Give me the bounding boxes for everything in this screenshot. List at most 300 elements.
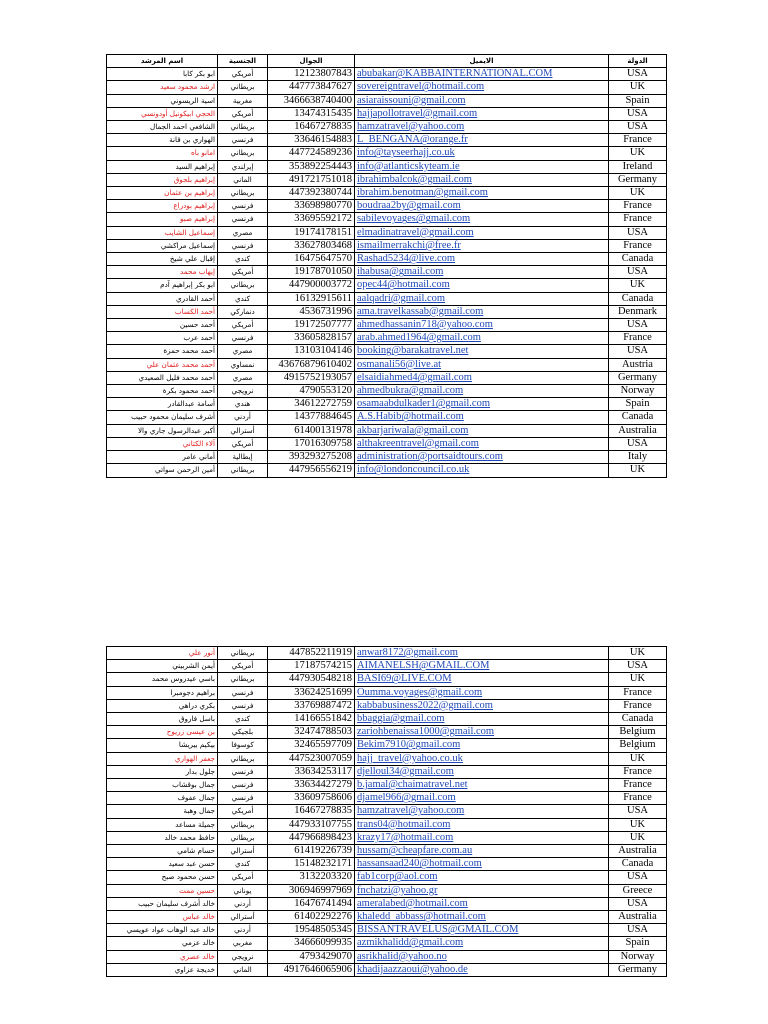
- nationality-cell: مغربية: [218, 94, 268, 107]
- name-cell: ارشد محمود سعيد: [107, 81, 218, 94]
- table-row: [107, 897, 667, 910]
- nationality-cell: فرنسي: [218, 686, 268, 699]
- nationality-cell: بريطاني: [218, 752, 268, 765]
- country-cell: France: [609, 765, 667, 778]
- mobile-cell: 14377884645: [268, 411, 355, 424]
- email-link[interactable]: asiaraissouni@gmail.com: [355, 94, 609, 107]
- nationality-cell: كندي: [218, 253, 268, 266]
- name-cell: أحمد القادري: [107, 292, 218, 305]
- email-link[interactable]: Bekim7910@gmail.com: [355, 739, 609, 752]
- table-row: [107, 94, 667, 107]
- email-link[interactable]: zariohbenaissa1000@gmail.com: [355, 726, 609, 739]
- country-cell: USA: [609, 660, 667, 673]
- email-link[interactable]: ibrahimbalcok@gmail.com: [355, 173, 609, 186]
- nationality-cell: أردني: [218, 897, 268, 910]
- nationality-cell: كندي: [218, 858, 268, 871]
- email-link[interactable]: fnchatzi@yahoo.gr: [355, 884, 609, 897]
- email-link[interactable]: anwar8172@gmail.com: [355, 647, 609, 660]
- email-link[interactable]: djelloul34@gmail.com: [355, 765, 609, 778]
- mobile-cell: 353892254443: [268, 160, 355, 173]
- name-cell: إسماعيل مراكشي: [107, 239, 218, 252]
- name-cell: إبراهيم بن عثمان: [107, 187, 218, 200]
- nationality-cell: نمساوي: [218, 358, 268, 371]
- mobile-cell: 19174178151: [268, 226, 355, 239]
- table-row: [107, 173, 667, 186]
- table-row: [107, 464, 667, 477]
- email-link[interactable]: azmikhalidd@gmail.com: [355, 937, 609, 950]
- name-cell: خديجة عزاوي: [107, 963, 218, 976]
- email-link[interactable]: krazy17@hotmail.com: [355, 831, 609, 844]
- nationality-cell: بلجيكي: [218, 726, 268, 739]
- nationality-cell: أمريكي: [218, 68, 268, 81]
- nationality-cell: أردني: [218, 924, 268, 937]
- name-cell: آلاء الكتاني: [107, 437, 218, 450]
- mobile-cell: 447852211919: [268, 647, 355, 660]
- mobile-cell: 16467278835: [268, 121, 355, 134]
- mobile-cell: 17016309758: [268, 437, 355, 450]
- name-cell: حسين ممت: [107, 884, 218, 897]
- table-row: [107, 147, 667, 160]
- nationality-cell: الماني: [218, 173, 268, 186]
- email-link[interactable]: BISSANTRAVELUS@GMAIL.COM: [355, 924, 609, 937]
- country-cell: UK: [609, 818, 667, 831]
- country-cell: UK: [609, 187, 667, 200]
- table-row: [107, 699, 667, 712]
- table-2-body: [107, 647, 667, 977]
- table-row: [107, 226, 667, 239]
- country-cell: USA: [609, 121, 667, 134]
- email-link[interactable]: asrikhalid@yahoo.no: [355, 950, 609, 963]
- country-cell: France: [609, 200, 667, 213]
- table-row: [107, 911, 667, 924]
- email-link[interactable]: info@atlanticskyteam.ie: [355, 160, 609, 173]
- country-cell: UK: [609, 279, 667, 292]
- country-cell: Canada: [609, 253, 667, 266]
- table-row: [107, 739, 667, 752]
- table-row: [107, 924, 667, 937]
- email-link[interactable]: osamaabdulkader1@gmail.com: [355, 398, 609, 411]
- table-row: [107, 779, 667, 792]
- mobile-cell: 4793429070: [268, 950, 355, 963]
- email-link[interactable]: sovereigntravel@hotmail.com: [355, 81, 609, 94]
- nationality-cell: بريطاني: [218, 673, 268, 686]
- mobile-cell: 61419226739: [268, 845, 355, 858]
- email-link[interactable]: djamel966@gmail.com: [355, 792, 609, 805]
- name-cell: أنور علي: [107, 647, 218, 660]
- table-row: [107, 884, 667, 897]
- email-link[interactable]: khaledd_abbass@hotmail.com: [355, 911, 609, 924]
- email-link[interactable]: info@tayseerhajj.co.uk: [355, 147, 609, 160]
- table-row: [107, 398, 667, 411]
- email-link[interactable]: hajjapollotravel@gmail.com: [355, 107, 609, 120]
- country-cell: Ireland: [609, 160, 667, 173]
- mobile-cell: 33698980770: [268, 200, 355, 213]
- name-cell: إبراهيم بودراع: [107, 200, 218, 213]
- mobile-cell: 33624251699: [268, 686, 355, 699]
- name-cell: امانو باه: [107, 147, 218, 160]
- table-row: [107, 686, 667, 699]
- mobile-cell: 61402292276: [268, 911, 355, 924]
- table-row: [107, 673, 667, 686]
- country-cell: Greece: [609, 884, 667, 897]
- table-row: [107, 134, 667, 147]
- name-cell: اسية الريسوني: [107, 94, 218, 107]
- name-cell: حسن عبد سعيد: [107, 858, 218, 871]
- mobile-cell: 16467278835: [268, 805, 355, 818]
- nationality-cell: أسترالي: [218, 424, 268, 437]
- table-row: [107, 253, 667, 266]
- name-cell: حسام شامي: [107, 845, 218, 858]
- name-cell: جمال بوقشاب: [107, 779, 218, 792]
- name-cell: بيكيم بيريشا: [107, 739, 218, 752]
- name-cell: جمال وهبة: [107, 805, 218, 818]
- table-row: [107, 305, 667, 318]
- mobile-cell: 393293275208: [268, 451, 355, 464]
- nationality-cell: فرنسي: [218, 239, 268, 252]
- email-link[interactable]: fab1corp@aol.com: [355, 871, 609, 884]
- country-cell: Norway: [609, 385, 667, 398]
- name-cell: براهيم دجومبرا: [107, 686, 218, 699]
- email-link[interactable]: hassansaad240@hotmail.com: [355, 858, 609, 871]
- country-cell: USA: [609, 437, 667, 450]
- table-row: [107, 68, 667, 81]
- table-row: [107, 358, 667, 371]
- country-cell: UK: [609, 147, 667, 160]
- email-link[interactable]: hamzatravel@yahoo.com: [355, 805, 609, 818]
- name-cell: باسل فاروق: [107, 713, 218, 726]
- mobile-cell: 447724589236: [268, 147, 355, 160]
- table-row: [107, 345, 667, 358]
- mobile-cell: 16476741494: [268, 897, 355, 910]
- table-row: [107, 963, 667, 976]
- name-cell: أحمد محمد عثمان علي: [107, 358, 218, 371]
- country-cell: France: [609, 134, 667, 147]
- table-row: [107, 292, 667, 305]
- nationality-cell: مصري: [218, 226, 268, 239]
- email-link[interactable]: trans04@hotmail.com: [355, 818, 609, 831]
- country-cell: USA: [609, 226, 667, 239]
- mobile-cell: 13103104146: [268, 345, 355, 358]
- email-link[interactable]: booking@barakatravel.net: [355, 345, 609, 358]
- table-row: [107, 765, 667, 778]
- email-link[interactable]: ahmedbukra@gmail.com: [355, 385, 609, 398]
- nationality-cell: بريطاني: [218, 647, 268, 660]
- name-cell: جميلة مساعد: [107, 818, 218, 831]
- name-cell: باسي عيدروس محمد: [107, 673, 218, 686]
- country-cell: UK: [609, 647, 667, 660]
- name-cell: الهواري بن قانة: [107, 134, 218, 147]
- nationality-cell: بريطاني: [218, 279, 268, 292]
- table-row: [107, 950, 667, 963]
- mobile-cell: 3466638740400: [268, 94, 355, 107]
- country-cell: USA: [609, 345, 667, 358]
- country-cell: Australia: [609, 424, 667, 437]
- country-cell: Germany: [609, 963, 667, 976]
- email-link[interactable]: sabilevoyages@gmail.com: [355, 213, 609, 226]
- country-cell: Spain: [609, 94, 667, 107]
- country-cell: Australia: [609, 911, 667, 924]
- email-link[interactable]: ama.travelkassab@gmail.com: [355, 305, 609, 318]
- country-cell: UK: [609, 673, 667, 686]
- name-cell: أمين الرحمن سواتي: [107, 464, 218, 477]
- country-cell: USA: [609, 107, 667, 120]
- country-cell: USA: [609, 871, 667, 884]
- name-cell: إقبال علي شيخ: [107, 253, 218, 266]
- email-link[interactable]: elmadinatravel@gmail.com: [355, 226, 609, 239]
- guides-table-2: [106, 646, 667, 977]
- email-link[interactable]: osmanali56@live.at: [355, 358, 609, 371]
- mobile-cell: 447900003772: [268, 279, 355, 292]
- mobile-cell: 447523007059: [268, 752, 355, 765]
- name-cell: إبراهيم بلجوق: [107, 173, 218, 186]
- mobile-cell: 15148232171: [268, 858, 355, 871]
- country-cell: France: [609, 779, 667, 792]
- table-row: [107, 792, 667, 805]
- name-cell: أحمد محمود بكرة: [107, 385, 218, 398]
- name-cell: أيمن الشربيني: [107, 660, 218, 673]
- email-link[interactable]: kabbabusiness2022@gmail.com: [355, 699, 609, 712]
- header-email: الايميل: [355, 55, 609, 68]
- nationality-cell: أمريكي: [218, 107, 268, 120]
- nationality-cell: أمريكي: [218, 437, 268, 450]
- country-cell: France: [609, 239, 667, 252]
- nationality-cell: أمريكي: [218, 871, 268, 884]
- email-link[interactable]: A.S.Habib@hotmail.com: [355, 411, 609, 424]
- country-cell: Spain: [609, 937, 667, 950]
- email-link[interactable]: hamzatravel@yahoo.com: [355, 121, 609, 134]
- table-row: [107, 107, 667, 120]
- email-link[interactable]: b.jamal@chaimatravel.net: [355, 779, 609, 792]
- table-row: [107, 818, 667, 831]
- name-cell: أماني عامر: [107, 451, 218, 464]
- nationality-cell: فرنسي: [218, 699, 268, 712]
- name-cell: جلول بدار: [107, 765, 218, 778]
- country-cell: USA: [609, 924, 667, 937]
- nationality-cell: مصري: [218, 345, 268, 358]
- email-link[interactable]: ismailmerrakchi@free.fr: [355, 239, 609, 252]
- name-cell: إسماعيل الشايب: [107, 226, 218, 239]
- country-cell: Belgium: [609, 739, 667, 752]
- email-link[interactable]: ibrahim.benotman@gmail.com: [355, 187, 609, 200]
- table-header-row: [107, 55, 667, 68]
- mobile-cell: 491721751018: [268, 173, 355, 186]
- table-row: [107, 385, 667, 398]
- mobile-cell: 13474315435: [268, 107, 355, 120]
- nationality-cell: أمريكي: [218, 805, 268, 818]
- name-cell: خالد عباس: [107, 911, 218, 924]
- mobile-cell: 19548505345: [268, 924, 355, 937]
- email-link[interactable]: hussam@cheapfare.com.au: [355, 845, 609, 858]
- nationality-cell: هندي: [218, 398, 268, 411]
- mobile-cell: 14166551842: [268, 713, 355, 726]
- mobile-cell: 32465597709: [268, 739, 355, 752]
- name-cell: الحجي ابيكونيل أودونسي: [107, 107, 218, 120]
- name-cell: إيهاب محمد: [107, 266, 218, 279]
- table-row: [107, 200, 667, 213]
- nationality-cell: بريطاني: [218, 147, 268, 160]
- nationality-cell: أمريكي: [218, 266, 268, 279]
- email-link[interactable]: info@londoncouncil.co.uk: [355, 464, 609, 477]
- country-cell: Norway: [609, 950, 667, 963]
- header-mobile: الجوال: [268, 55, 355, 68]
- email-link[interactable]: boudraa2by@gmail.com: [355, 200, 609, 213]
- nationality-cell: فرنسي: [218, 792, 268, 805]
- mobile-cell: 447956556219: [268, 464, 355, 477]
- email-link[interactable]: althakreentravel@gmail.com: [355, 437, 609, 450]
- mobile-cell: 447392380744: [268, 187, 355, 200]
- nationality-cell: مغربي: [218, 937, 268, 950]
- table-row: [107, 845, 667, 858]
- email-link[interactable]: elsaidiahmed4@gmail.com: [355, 371, 609, 384]
- nationality-cell: أسترالي: [218, 845, 268, 858]
- nationality-cell: فرنسي: [218, 779, 268, 792]
- nationality-cell: الماني: [218, 963, 268, 976]
- country-cell: USA: [609, 897, 667, 910]
- country-cell: Canada: [609, 713, 667, 726]
- country-cell: Canada: [609, 292, 667, 305]
- country-cell: USA: [609, 266, 667, 279]
- email-link[interactable]: aalqadri@gmail.com: [355, 292, 609, 305]
- country-cell: Germany: [609, 173, 667, 186]
- email-link[interactable]: ameralabed@hotmail.com: [355, 897, 609, 910]
- country-cell: USA: [609, 68, 667, 81]
- table-row: [107, 660, 667, 673]
- mobile-cell: 33605828157: [268, 332, 355, 345]
- mobile-cell: 4915752193057: [268, 371, 355, 384]
- table-row: [107, 713, 667, 726]
- country-cell: France: [609, 686, 667, 699]
- table-row: [107, 81, 667, 94]
- name-cell: بن عيسى زريوح: [107, 726, 218, 739]
- email-link[interactable]: bbaggia@gmail.com: [355, 713, 609, 726]
- nationality-cell: بريطاني: [218, 187, 268, 200]
- nationality-cell: أمريكي: [218, 660, 268, 673]
- table-row: [107, 805, 667, 818]
- name-cell: جعفر الهواري: [107, 752, 218, 765]
- nationality-cell: كندي: [218, 292, 268, 305]
- nationality-cell: إيرلندي: [218, 160, 268, 173]
- name-cell: أكبر عبدالرسول جاري والا: [107, 424, 218, 437]
- table-row: [107, 437, 667, 450]
- mobile-cell: 19178701050: [268, 266, 355, 279]
- table-row: [107, 332, 667, 345]
- email-link[interactable]: akbarjariwala@gmail.com: [355, 424, 609, 437]
- table-row: [107, 239, 667, 252]
- table-row: [107, 213, 667, 226]
- name-cell: أحمد حسين: [107, 319, 218, 332]
- country-cell: USA: [609, 805, 667, 818]
- table-row: [107, 451, 667, 464]
- table-row: [107, 647, 667, 660]
- mobile-cell: 447930548218: [268, 673, 355, 686]
- table-row: [107, 858, 667, 871]
- name-cell: أحمد محمد حمزة: [107, 345, 218, 358]
- name-cell: حافظ محمد خالد: [107, 831, 218, 844]
- email-link[interactable]: administration@portsaidtours.com: [355, 451, 609, 464]
- name-cell: خالد عصري: [107, 950, 218, 963]
- email-link[interactable]: BASI69@LIVE.COM: [355, 673, 609, 686]
- country-cell: USA: [609, 319, 667, 332]
- table-row: [107, 424, 667, 437]
- country-cell: UK: [609, 752, 667, 765]
- mobile-cell: 61400131978: [268, 424, 355, 437]
- country-cell: Australia: [609, 845, 667, 858]
- country-cell: UK: [609, 831, 667, 844]
- name-cell: أحمد عرب: [107, 332, 218, 345]
- mobile-cell: 16475647570: [268, 253, 355, 266]
- mobile-cell: 447773847627: [268, 81, 355, 94]
- email-link[interactable]: Rashad5234@live.com: [355, 253, 609, 266]
- email-link[interactable]: ihabusa@gmail.com: [355, 266, 609, 279]
- table-row: [107, 937, 667, 950]
- mobile-cell: 33634427279: [268, 779, 355, 792]
- email-link[interactable]: ahmedhassanin718@yahoo.com: [355, 319, 609, 332]
- nationality-cell: فرنسي: [218, 134, 268, 147]
- mobile-cell: 12123807843: [268, 68, 355, 81]
- mobile-cell: 33634253117: [268, 765, 355, 778]
- mobile-cell: 447966898423: [268, 831, 355, 844]
- nationality-cell: دنماركي: [218, 305, 268, 318]
- nationality-cell: فرنسي: [218, 765, 268, 778]
- mobile-cell: 33646154883: [268, 134, 355, 147]
- nationality-cell: أسترالي: [218, 911, 268, 924]
- mobile-cell: 34666099935: [268, 937, 355, 950]
- header-name: اسم المرشد: [107, 55, 218, 68]
- mobile-cell: 33609758606: [268, 792, 355, 805]
- name-cell: أشرف سليمان محمود حبيب: [107, 411, 218, 424]
- name-cell: أحمد محمد فليل الصعيدي: [107, 371, 218, 384]
- nationality-cell: نرويجي: [218, 950, 268, 963]
- mobile-cell: 43676879610402: [268, 358, 355, 371]
- mobile-cell: 17187574215: [268, 660, 355, 673]
- country-cell: Italy: [609, 451, 667, 464]
- mobile-cell: 4917646065906: [268, 963, 355, 976]
- email-link[interactable]: L_BENGANA@orange.fr: [355, 134, 609, 147]
- name-cell: أسامة عبدالقادر: [107, 398, 218, 411]
- email-link[interactable]: opec44@hotmail.com: [355, 279, 609, 292]
- email-link[interactable]: khadijaazzaoui@yahoo.de: [355, 963, 609, 976]
- table-1-body: [107, 68, 667, 477]
- table-row: [107, 279, 667, 292]
- nationality-cell: إيطالية: [218, 451, 268, 464]
- guides-table-1: [106, 54, 667, 478]
- email-link[interactable]: Oumma.voyages@gmail.com: [355, 686, 609, 699]
- table-row: [107, 411, 667, 424]
- country-cell: France: [609, 332, 667, 345]
- mobile-cell: 4790553120: [268, 385, 355, 398]
- email-link[interactable]: AIMANELSH@GMAIL.COM: [355, 660, 609, 673]
- table-row: [107, 187, 667, 200]
- table-row: [107, 871, 667, 884]
- country-cell: UK: [609, 464, 667, 477]
- email-link[interactable]: abubakar@KABBAINTERNATIONAL.COM: [355, 68, 609, 81]
- name-cell: الشافعي احمد الجمال: [107, 121, 218, 134]
- header-country: الدولة: [609, 55, 667, 68]
- country-cell: Germany: [609, 371, 667, 384]
- nationality-cell: بريطاني: [218, 121, 268, 134]
- mobile-cell: 33695592172: [268, 213, 355, 226]
- nationality-cell: فرنسي: [218, 213, 268, 226]
- name-cell: بكري دراهي: [107, 699, 218, 712]
- email-link[interactable]: arab.ahmed1964@gmail.com: [355, 332, 609, 345]
- country-cell: Belgium: [609, 726, 667, 739]
- name-cell: ابو بكر إبراهيم آدم: [107, 279, 218, 292]
- country-cell: UK: [609, 81, 667, 94]
- country-cell: Canada: [609, 411, 667, 424]
- email-link[interactable]: hajj_travel@yahoo.co.uk: [355, 752, 609, 765]
- mobile-cell: 32474788503: [268, 726, 355, 739]
- nationality-cell: نرويجي: [218, 385, 268, 398]
